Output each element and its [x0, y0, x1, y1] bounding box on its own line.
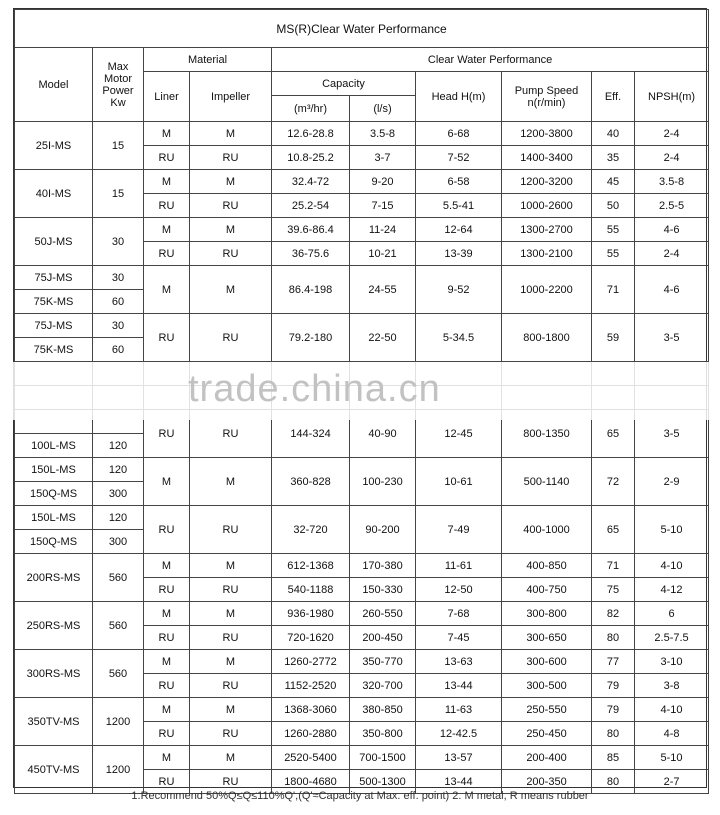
cell-eff: 35 [592, 146, 635, 170]
cell-capacity-m3: 1152-2520 [272, 674, 350, 698]
cell-pump-speed: 1200-3800 [502, 122, 592, 146]
cell-eff: 50 [592, 194, 635, 218]
cell-impeller: M [190, 650, 272, 674]
cell-npsh: 4-6 [635, 266, 709, 314]
table-row [15, 122, 709, 146]
header-npsh: NPSH(m) [635, 72, 709, 122]
cell-eff: 79 [592, 698, 635, 722]
cell-model: 450TV-MS [15, 746, 93, 794]
cell-pump-speed: 1400-3400 [502, 146, 592, 170]
cell-impeller: M [190, 554, 272, 578]
cell-impeller: RU [190, 770, 272, 794]
cell-head: 12-50 [416, 578, 502, 602]
header-material: Material [144, 48, 272, 72]
cell-head: 13-57 [416, 746, 502, 770]
header-impeller: Impeller [190, 72, 272, 122]
cell-eff: 65 [592, 506, 635, 554]
header-capacity-ls: (l/s) [350, 96, 416, 122]
cell-pump-speed: 400-850 [502, 554, 592, 578]
cell-model: 50J-MS [15, 218, 93, 266]
cell-max-power: 1200 [93, 698, 144, 746]
cell-impeller: RU [190, 242, 272, 266]
cell-pump-speed: 800-1350 [502, 410, 592, 458]
cell-impeller: M [190, 698, 272, 722]
cell-capacity-m3: 720-1620 [272, 626, 350, 650]
cell-head: 9-52 [416, 266, 502, 314]
cell-head: 7-68 [416, 602, 502, 626]
header-eff: Eff. [592, 72, 635, 122]
cell-max-power: 15 [93, 122, 144, 170]
cell-capacity-m3: 612-1368 [272, 554, 350, 578]
cell-capacity-m3: 32.4-72 [272, 170, 350, 194]
cell-liner: RU [144, 674, 190, 698]
cell-pump-speed: 300-650 [502, 626, 592, 650]
cell-eff: 65 [592, 410, 635, 458]
cell-head: 6-68 [416, 122, 502, 146]
cell-npsh: 6 [635, 602, 709, 626]
cell-capacity-m3: 32-720 [272, 506, 350, 554]
cell-model: 200RS-MS [15, 554, 93, 602]
cell-liner: M [144, 698, 190, 722]
cell-liner: M [144, 602, 190, 626]
cell-max-power: 15 [93, 170, 144, 218]
table-row [15, 314, 709, 338]
header-head: Head H(m) [416, 72, 502, 122]
cell-capacity-ls: 9-20 [350, 170, 416, 194]
cell-liner: M [144, 650, 190, 674]
cell-impeller: M [190, 122, 272, 146]
cell-liner: M [144, 218, 190, 242]
cell-capacity-ls: 3.5-8 [350, 122, 416, 146]
cell-capacity-m3: 1260-2880 [272, 722, 350, 746]
cell-npsh: 2.5-7.5 [635, 626, 709, 650]
cell-eff: 80 [592, 722, 635, 746]
cell-eff: 71 [592, 554, 635, 578]
cell-head: 7-45 [416, 626, 502, 650]
cell-model: 150Q-MS [15, 482, 93, 506]
cell-model: 250RS-MS [15, 602, 93, 650]
cell-npsh: 2-7 [635, 770, 709, 794]
header-pump-speed: Pump Speed n(r/min) [502, 72, 592, 122]
cell-eff: 71 [592, 266, 635, 314]
cell-capacity-ls: 350-770 [350, 650, 416, 674]
table-body [15, 122, 709, 794]
cell-impeller: M [190, 602, 272, 626]
cell-liner: RU [144, 626, 190, 650]
header-liner: Liner [144, 72, 190, 122]
table-row [15, 602, 709, 626]
cell-eff: 75 [592, 578, 635, 602]
cell-capacity-ls: 320-700 [350, 674, 416, 698]
cell-impeller: M [190, 746, 272, 770]
cell-liner: M [144, 746, 190, 770]
cell-capacity-m3: 12.6-28.8 [272, 122, 350, 146]
table-row [15, 554, 709, 578]
cell-head: 7-52 [416, 146, 502, 170]
cell-npsh: 2-4 [635, 122, 709, 146]
cell-npsh: 4-8 [635, 722, 709, 746]
cell-head: 11-63 [416, 698, 502, 722]
cell-pump-speed: 500-1140 [502, 458, 592, 506]
cell-capacity-ls: 11-24 [350, 218, 416, 242]
cell-pump-speed: 250-550 [502, 698, 592, 722]
cell-capacity-m3: 540-1188 [272, 578, 350, 602]
cell-model: 300RS-MS [15, 650, 93, 698]
cell-head: 13-39 [416, 242, 502, 266]
cell-capacity-ls: 40-90 [350, 410, 416, 458]
cell-capacity-m3: 360-828 [272, 458, 350, 506]
watermark-text: trade.china.cn [188, 368, 441, 410]
cell-head: 10-61 [416, 458, 502, 506]
cell-impeller: RU [190, 722, 272, 746]
cell-capacity-ls: 350-800 [350, 722, 416, 746]
cell-capacity-ls: 7-15 [350, 194, 416, 218]
cell-head: 13-44 [416, 770, 502, 794]
header-capacity-m3: (m³/hr) [272, 96, 350, 122]
cell-capacity-ls: 170-380 [350, 554, 416, 578]
cell-head: 12-64 [416, 218, 502, 242]
cell-capacity-m3: 39.6-86.4 [272, 218, 350, 242]
cell-capacity-ls: 3-7 [350, 146, 416, 170]
cell-liner: M [144, 122, 190, 146]
table-title: MS(R)Clear Water Performance [15, 10, 709, 48]
cell-capacity-m3: 79.2-180 [272, 314, 350, 362]
cell-liner: RU [144, 722, 190, 746]
cell-max-power: 120 [93, 458, 144, 482]
cell-capacity-m3: 1800-4680 [272, 770, 350, 794]
cell-head: 7-49 [416, 506, 502, 554]
cell-npsh: 2.5-5 [635, 194, 709, 218]
cell-pump-speed: 1200-3200 [502, 170, 592, 194]
cell-pump-speed: 1300-2700 [502, 218, 592, 242]
cell-npsh: 4-12 [635, 578, 709, 602]
cell-impeller: M [190, 218, 272, 242]
cell-head: 5-34.5 [416, 314, 502, 362]
cell-impeller: RU [190, 410, 272, 458]
cell-capacity-m3: 10.8-25.2 [272, 146, 350, 170]
cell-model: 100L-MS [15, 434, 93, 458]
cell-head: 13-44 [416, 674, 502, 698]
header-clear-water-performance: Clear Water Performance [272, 48, 709, 72]
table-row [15, 650, 709, 674]
cell-liner: RU [144, 194, 190, 218]
cell-npsh: 4-6 [635, 218, 709, 242]
table-row [15, 698, 709, 722]
cell-npsh: 5-10 [635, 746, 709, 770]
cell-model: 75J-MS [15, 266, 93, 290]
cell-pump-speed: 1000-2600 [502, 194, 592, 218]
cell-eff: 80 [592, 770, 635, 794]
cell-impeller: RU [190, 194, 272, 218]
cell-head: 11-61 [416, 554, 502, 578]
cell-eff: 82 [592, 602, 635, 626]
cell-capacity-m3: 1260-2772 [272, 650, 350, 674]
cell-eff: 55 [592, 218, 635, 242]
cell-liner: RU [144, 506, 190, 554]
cell-pump-speed: 400-750 [502, 578, 592, 602]
cell-head: 13-63 [416, 650, 502, 674]
cell-max-power: 1200 [93, 746, 144, 794]
cell-impeller: RU [190, 506, 272, 554]
cell-npsh: 2-9 [635, 458, 709, 506]
cell-npsh: 3.5-8 [635, 170, 709, 194]
cell-capacity-ls: 260-550 [350, 602, 416, 626]
cell-npsh: 3-5 [635, 410, 709, 458]
cell-model: 150Q-MS [15, 530, 93, 554]
cell-head: 6-58 [416, 170, 502, 194]
cell-max-power: 30 [93, 314, 144, 338]
cell-liner: RU [144, 242, 190, 266]
cell-eff: 72 [592, 458, 635, 506]
cell-max-power: 560 [93, 650, 144, 698]
cell-impeller: M [190, 458, 272, 506]
cell-model: 75K-MS [15, 290, 93, 314]
cell-max-power: 120 [93, 506, 144, 530]
cell-liner: RU [144, 410, 190, 458]
cell-capacity-m3: 86.4-198 [272, 266, 350, 314]
table-row [15, 266, 709, 290]
cell-npsh: 3-5 [635, 314, 709, 362]
cell-liner: RU [144, 578, 190, 602]
cell-liner: M [144, 266, 190, 314]
cell-eff: 45 [592, 170, 635, 194]
cell-head: 12-45 [416, 410, 502, 458]
cell-max-power: 60 [93, 290, 144, 314]
cell-model: 150L-MS [15, 458, 93, 482]
cell-capacity-ls: 90-200 [350, 506, 416, 554]
cell-pump-speed: 800-1800 [502, 314, 592, 362]
cell-impeller: RU [190, 578, 272, 602]
cell-head: 5.5-41 [416, 194, 502, 218]
cell-pump-speed: 250-450 [502, 722, 592, 746]
cell-capacity-ls: 22-50 [350, 314, 416, 362]
cell-capacity-ls: 100-230 [350, 458, 416, 506]
cell-max-power: 300 [93, 530, 144, 554]
cell-eff: 77 [592, 650, 635, 674]
cell-pump-speed: 300-500 [502, 674, 592, 698]
cell-head: 12-42.5 [416, 722, 502, 746]
cell-capacity-ls: 200-450 [350, 626, 416, 650]
table-row [15, 170, 709, 194]
table-row [15, 746, 709, 770]
cell-eff: 79 [592, 674, 635, 698]
cell-npsh: 5-10 [635, 506, 709, 554]
cell-capacity-m3: 936-1980 [272, 602, 350, 626]
cell-capacity-ls: 10-21 [350, 242, 416, 266]
cell-max-power: 120 [93, 434, 144, 458]
cell-max-power: 60 [93, 338, 144, 362]
cell-liner: M [144, 170, 190, 194]
table-row [15, 506, 709, 530]
cell-capacity-ls: 150-330 [350, 578, 416, 602]
cell-model: 350TV-MS [15, 698, 93, 746]
cell-capacity-ls: 500-1300 [350, 770, 416, 794]
cell-model: 40I-MS [15, 170, 93, 218]
cell-impeller: RU [190, 626, 272, 650]
cell-liner: RU [144, 146, 190, 170]
cell-impeller: RU [190, 314, 272, 362]
cell-liner: M [144, 458, 190, 506]
header-capacity: Capacity [272, 72, 416, 96]
cell-npsh: 3-8 [635, 674, 709, 698]
header-max-power: Max Motor Power Kw [93, 48, 144, 122]
cell-npsh: 3-10 [635, 650, 709, 674]
cell-max-power: 30 [93, 266, 144, 290]
cell-capacity-m3: 2520-5400 [272, 746, 350, 770]
cell-pump-speed: 200-350 [502, 770, 592, 794]
cell-max-power: 300 [93, 482, 144, 506]
cell-max-power: 30 [93, 218, 144, 266]
cell-pump-speed: 300-600 [502, 650, 592, 674]
cell-capacity-m3: 25.2-54 [272, 194, 350, 218]
cell-capacity-ls: 700-1500 [350, 746, 416, 770]
cell-liner: M [144, 554, 190, 578]
cell-model: 75J-MS [15, 314, 93, 338]
cell-capacity-ls: 24-55 [350, 266, 416, 314]
cell-impeller: M [190, 266, 272, 314]
header-model: Model [15, 48, 93, 122]
cell-model: 25I-MS [15, 122, 93, 170]
cell-npsh: 2-4 [635, 242, 709, 266]
cell-impeller: RU [190, 674, 272, 698]
cell-eff: 80 [592, 626, 635, 650]
cell-npsh: 4-10 [635, 554, 709, 578]
table-row [15, 218, 709, 242]
cell-model: 75K-MS [15, 338, 93, 362]
cell-max-power: 560 [93, 602, 144, 650]
cell-capacity-m3: 36-75.6 [272, 242, 350, 266]
table-row [15, 458, 709, 482]
cell-liner: RU [144, 314, 190, 362]
cell-model: 150L-MS [15, 506, 93, 530]
cell-npsh: 2-4 [635, 146, 709, 170]
cell-pump-speed: 300-800 [502, 602, 592, 626]
cell-eff: 55 [592, 242, 635, 266]
cell-eff: 59 [592, 314, 635, 362]
footnote: 1.Recommend 50%Q≤Q≤110%Q',(Q'≈Capacity at Max. eff. point) 2. M metal, R means rubber [131, 790, 589, 802]
cell-impeller: RU [190, 146, 272, 170]
cell-max-power: 560 [93, 554, 144, 602]
cell-pump-speed: 200-400 [502, 746, 592, 770]
cell-impeller: M [190, 170, 272, 194]
cell-pump-speed: 400-1000 [502, 506, 592, 554]
cell-eff: 40 [592, 122, 635, 146]
cell-capacity-m3: 1368-3060 [272, 698, 350, 722]
cell-pump-speed: 1000-2200 [502, 266, 592, 314]
cell-liner: RU [144, 770, 190, 794]
cell-capacity-ls: 380-850 [350, 698, 416, 722]
cell-npsh: 4-10 [635, 698, 709, 722]
cell-eff: 85 [592, 746, 635, 770]
cell-capacity-m3: 144-324 [272, 410, 350, 458]
cell-pump-speed: 1300-2100 [502, 242, 592, 266]
